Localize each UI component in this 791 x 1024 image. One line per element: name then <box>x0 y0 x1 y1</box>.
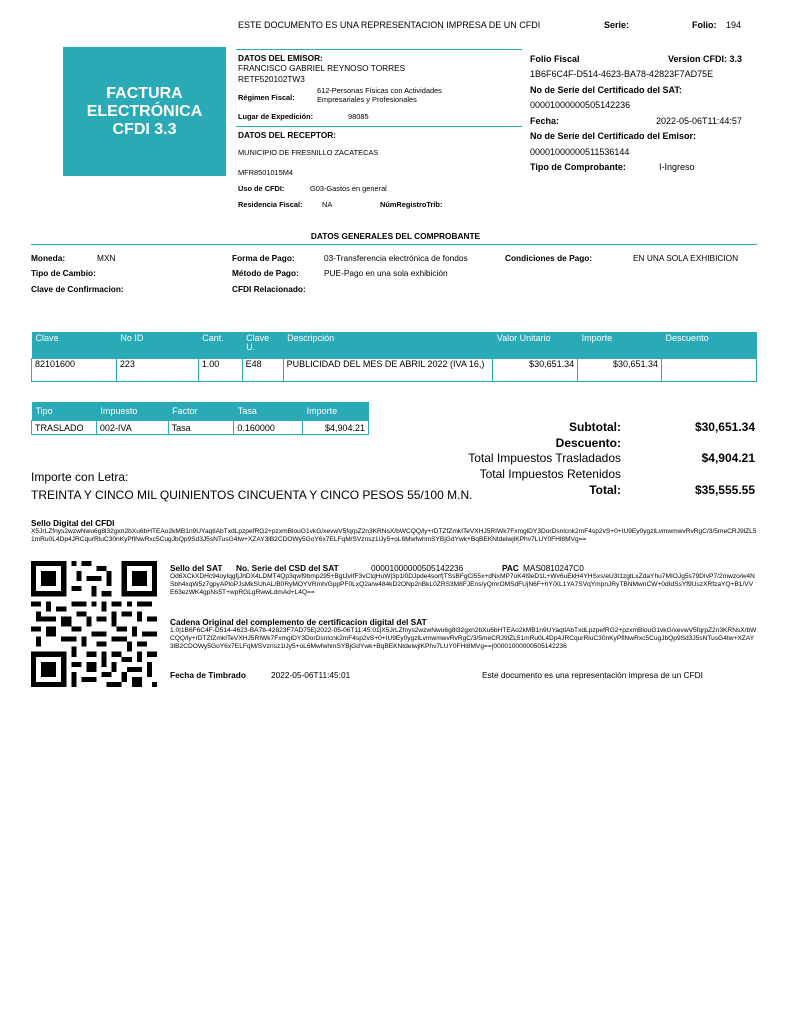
table-header-row <box>32 332 757 359</box>
cert-emisor-value: 00001000000511536144 <box>530 147 630 157</box>
table-header-row <box>32 402 369 421</box>
pac-value: MAS0810247C0 <box>523 563 584 573</box>
column-header: Cant. <box>198 332 242 359</box>
timbrado-value: 2022-05-06T11:45:01 <box>271 670 351 680</box>
table-cell: PUBLICIDAD DEL MES DE ABRIL 2022 (IVA 16,) <box>283 359 493 382</box>
folio-fiscal-label: Folio Fiscal <box>530 54 580 64</box>
numreg-label: NúmRegistroTrib: <box>380 200 443 209</box>
cert-emisor-label: No de Serie del Certificado del Emisor: <box>530 131 697 141</box>
cert-sat-value: 00001000000505142236 <box>530 100 631 110</box>
folio-fiscal-value: 1B6F6C4F-D514-4623-BA78-42823F7AD75E <box>530 69 714 79</box>
folio-value: 194 <box>726 20 742 30</box>
table-cell: $30,651.34 <box>578 359 662 382</box>
logo-text: FACTURA ELECTRÓNICA CFDI 3.3 <box>86 84 203 138</box>
tipo-comprobante-label: Tipo de Comprobante: <box>530 162 626 172</box>
folio-label: Folio: <box>692 20 717 30</box>
subtotal-value: $30,651.34 <box>694 420 755 434</box>
timbrado-label: Fecha de Timbrado <box>170 670 246 680</box>
table-cell: Tasa <box>168 421 234 435</box>
regimen-value: 612-Personas Físicas con Actividades Empresariales y Profesionales <box>317 86 442 104</box>
importe-letra-value: TREINTA Y CINCO MIL QUINIENTOS CINCUENTA Y CINCO PESOS 55/100 M.N. <box>31 488 473 502</box>
column-header: Descripción <box>283 332 493 359</box>
retenidos-label: Total Impuestos Retenidos <box>479 467 621 481</box>
moneda-label: Moneda: <box>31 253 66 263</box>
table-cell: 223 <box>116 359 198 382</box>
pac-label: PAC <box>502 563 519 573</box>
table-cell: 82101600 <box>32 359 117 382</box>
metodo-pago-label: Método de Pago: <box>232 268 299 278</box>
table-cell: TRASLADO <box>32 421 97 435</box>
condiciones-value: EN UNA SOLA EXHIBICION <box>633 253 739 263</box>
tipo-cambio-label: Tipo de Cambio: <box>31 268 96 278</box>
forma-pago-label: Forma de Pago: <box>232 253 295 263</box>
table-row <box>32 359 757 382</box>
column-header: Importe <box>303 402 369 421</box>
qr-code-icon <box>31 561 157 687</box>
impuestos-table <box>31 402 369 435</box>
divider <box>236 49 522 50</box>
table-cell: 0.160000 <box>234 421 303 435</box>
cadena-original-label: Cadena Original del complemento de certificacion digital del SAT <box>170 617 427 627</box>
table-row <box>32 421 369 435</box>
table-cell: 002-IVA <box>96 421 168 435</box>
sello-cfdi-value: X5JrLZfnys2wzwNwu6g8l32gxn2bXu6bHTEAo2kMB1n9UYaqtlAbTxdLpzpefRG2+pzxmBlouG1vkG/xevwV5fqrpZ2n3KRNsX/bWCQQ/ly+rDTZfZmkITeVXHJ5RIWk7FxmglDY3DorDsnlcnk2mF4sp2vS+0+IU9Ey0ygzlLvmwmwvRvRgC/3/5meCRJ9lZL51mRu0L4Dp4JRCqurRluC30nKyPflNwRxc5CugJbQp9Sd3J5sNTusG4tw+XZAY3lB2CDOWy5GoY6x7ELFqM/SVznsz1lJy5+oL6MwfwhmSYBjGdYwk+BqBEKNtdelwjlKPhv7LUY0FHl8MVg== <box>31 528 757 543</box>
uso-value: G03-Gastos en general <box>310 184 387 193</box>
residencia-value: NA <box>322 200 333 209</box>
metodo-pago-value: PUE-Pago en una sola exhibición <box>324 268 448 278</box>
subtotal-label: Subtotal: <box>569 420 621 434</box>
cfdi-relacionado-label: CFDI Relacionado: <box>232 284 306 294</box>
column-header: Tipo <box>32 402 97 421</box>
clave-confirmacion-label: Clave de Confirmacion: <box>31 284 124 294</box>
tipo-comprobante-value: I-Ingreso <box>659 162 695 172</box>
csd-sat-value: 00001000000505142236 <box>371 563 464 573</box>
column-header: Tasa <box>234 402 303 421</box>
column-header: Importe <box>578 332 662 359</box>
column-header: Valor Unitario <box>493 332 578 359</box>
generales-title: DATOS GENERALES DEL COMPROBANTE <box>310 231 481 241</box>
table-cell: $4,904.21 <box>303 421 369 435</box>
serie-label: Serie: <box>604 20 630 30</box>
column-header: Clave <box>32 332 117 359</box>
lugar-label: Lugar de Expedición: <box>238 112 314 121</box>
receptor-rfc: MFR8501015M4 <box>238 168 294 177</box>
descuento-label: Descuento: <box>555 436 621 450</box>
column-header: Factor <box>168 402 234 421</box>
residencia-label: Residencia Fiscal: <box>238 200 303 209</box>
column-header: Clave U. <box>242 332 283 359</box>
sello-cfdi-label: Sello Digital del CFDI <box>31 518 115 528</box>
emisor-rfc: RETF520102TW3 <box>238 74 305 84</box>
table-cell: $30,651.34 <box>493 359 578 382</box>
uso-label: Uso de CFDI: <box>238 184 285 193</box>
sello-sat-label: Sello del SAT <box>170 563 223 573</box>
fecha-value: 2022-05-06T11:44:57 <box>656 116 742 126</box>
fecha-label: Fecha: <box>530 116 560 126</box>
emisor-section-label: DATOS DEL EMISOR: <box>238 53 323 63</box>
column-header: Impuesto <box>96 402 168 421</box>
importe-letra-label: Importe con Letra: <box>31 470 129 484</box>
cert-sat-label: No de Serie del Certificado del SAT: <box>530 85 682 95</box>
table-cell: 1.00 <box>198 359 242 382</box>
divider <box>31 244 757 245</box>
forma-pago-value: 03-Transferencia electrónica de fondos <box>324 253 468 263</box>
table-cell: E48 <box>242 359 283 382</box>
version-label: Version CFDI: 3.3 <box>668 54 743 64</box>
conceptos-table <box>31 332 757 382</box>
footer-note: Este documento es una representación impresa de un CFDI <box>482 670 703 680</box>
divider <box>236 126 522 127</box>
table-cell <box>662 359 757 382</box>
document-note: ESTE DOCUMENTO ES UNA REPRESENTACION IMPRESA DE UN CFDI <box>238 20 541 30</box>
receptor-name: MUNICIPIO DE FRESNILLO ZACATECAS <box>238 148 379 157</box>
moneda-value: MXN <box>97 253 116 263</box>
trasladados-value: $4,904.21 <box>701 451 755 465</box>
total-label: Total: <box>589 483 621 497</box>
csd-sat-label: No. Serie del CSD del SAT <box>236 563 339 573</box>
column-header: Descuento <box>662 332 757 359</box>
invoice-logo <box>63 47 226 176</box>
cadena-original-value: 1.0|1B6F6C4F-D514-4623-BA78-42823F7AD75E|2022-05-06T11:45:01|X5JrLZfnys2wzwNwu6g8l32gxn2bXu6bHTEAo2kMB1n9UYaqtlAbTxdLpzpefRG2+pzxmBlouG1vkG/xevwV5fqrpZ2n3KRNsX/bWCQQ/ly+rDTZfZmkITeVXHJ5RIWk7FxmglDY3DorDsnlcnk2mF4sp2vS+0+IU9Ey0ygzlLvmwmwvRvRgC/3/5meCRJ9lZL51mRu0L4Dp4JRCqurRluC30nKyPflNwRxc5CugJbQp9Sd3J5sNTusG4tw+XZAY3lB2CDOWy5GoY6x7ELFqM/SVznsz1lJy5+oL6MwfwhmSYBjGdYwk+BqBEKNtdelwjlKPhv7LUY0FHl8MVg==|00001000000505142236 <box>170 627 757 650</box>
emisor-name: FRANCISCO GABRIEL REYNOSO TORRES <box>238 63 406 73</box>
total-value: $35,555.55 <box>694 483 755 497</box>
lugar-value: 98085 <box>348 112 369 121</box>
column-header: No ID <box>116 332 198 359</box>
trasladados-label: Total Impuestos Trasladados <box>468 451 621 465</box>
regimen-label: Régimen Fiscal: <box>238 93 295 102</box>
condiciones-label: Condiciones de Pago: <box>505 253 593 263</box>
sello-sat-value: Od6XCkXDHc94oyIqgfjJhDX4LDMT4Qp3qwf9bmp295+BgtJvIfF3vCIqHuW|3p1l0DJpde4sorf|TSsBFgCl55x+dNxMP7oK4I9eD1L+Wv6uEkH4YHSxs/eU3t1zgtLxZdaYhu7MIOJg5s79DIvP7/2mwzo/w4NSbh4xqW5z7gpyAPloPJsMkSUhAL/B0RyMOYVRmh/GppPF0LxQ2a/w484kD2ONp2nBkL0ZRS3M8FJEns/yQmrOMSdFUjN6F+hY/XL1YA7SVqYmpnJRyTBNMwnCW+0dIdSsYf9UszXRfzaYQ+B1/VVE63ezWK4gpNs5T+wpRGLgRwwLdmAd+L4Q== <box>170 573 755 596</box>
receptor-section-label: DATOS DEL RECEPTOR: <box>238 130 337 140</box>
